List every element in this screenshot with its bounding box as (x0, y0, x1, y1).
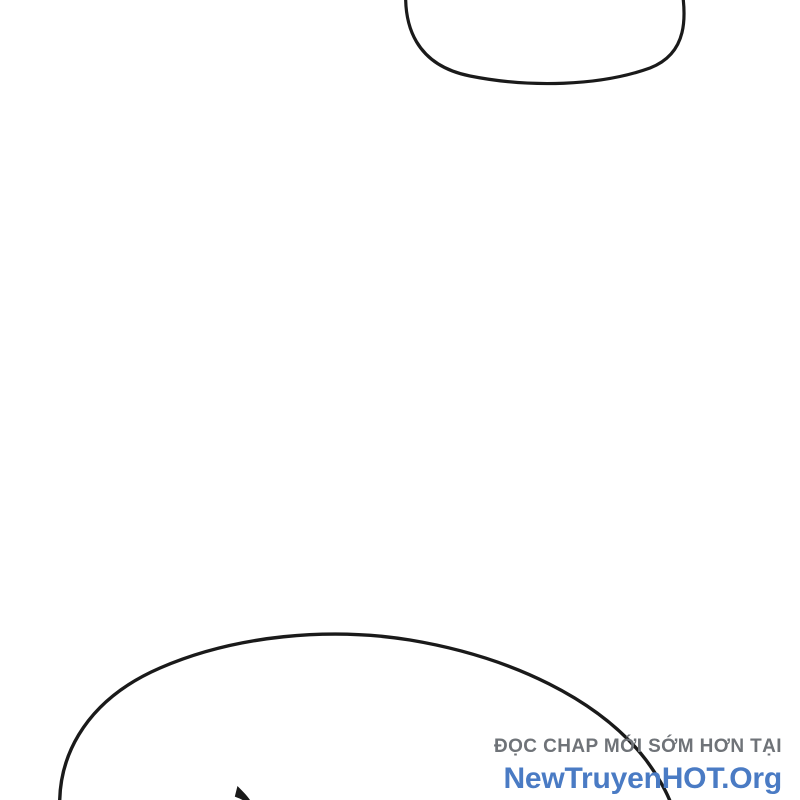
watermark-site-name: NewTruyenHOT.Org (503, 762, 782, 795)
watermark-tagline: ĐỌC CHAP MỚI SỚM HƠN TẠI (494, 736, 782, 757)
watermark (494, 737, 782, 794)
